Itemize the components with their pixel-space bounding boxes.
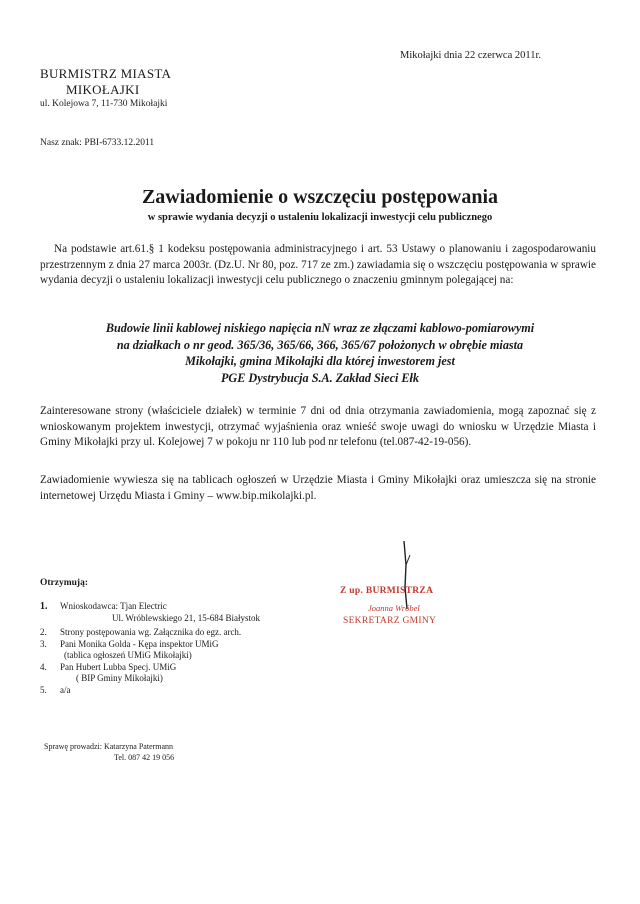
list-item-number: 4. xyxy=(40,661,47,672)
case-handler-name: Sprawę prowadzi: Katarzyna Patermann xyxy=(44,742,174,751)
investment-line: na działkach o nr geod. 365/36, 365/66, 366, 365/67 położonych w obrębie miasta xyxy=(116,337,524,352)
list-item-text: Wnioskodawca: Tjan Electric xyxy=(60,601,167,611)
list-item xyxy=(40,601,260,624)
body-paragraph-2: Zainteresowane strony (właściciele działek) w terminie 7 dni od dnia otrzymania zawiadomienia, mogą zapoznać się z wnioskowanym projektem inwestycji, otrzymać wyjaśnienia oraz wnieść swoje uwagi do wniosku w Urzędzie Miasta i Gminy Mikołajki przy ul. Kolejowej 7 w pokoju nr 110 lub pod nr telefonu (tel.087-42-19-056). xyxy=(40,405,596,448)
list-item xyxy=(40,627,260,639)
list-item-text: Strony postępowania wg. Załącznika do egz. arch. xyxy=(60,627,242,637)
list-item xyxy=(40,685,260,697)
recipients-heading: Otrzymują: xyxy=(40,578,89,588)
issuer-address: ul. Kolejowa 7, 11-730 Mikołajki xyxy=(40,99,168,109)
list-item-text: ( BIP Gminy Mikołajki) xyxy=(76,673,163,683)
reference-number: Nasz znak: PBI-6733.12.2011 xyxy=(40,138,155,148)
investment-line: Budowie linii kablowej niskiego napięcia nN wraz ze złączami kablowo-pomiarowymi xyxy=(105,321,535,335)
case-handler-info xyxy=(44,741,174,763)
investment-line: PGE Dystrybucja S.A. Zakład Sieci Ełk xyxy=(220,370,420,385)
stamp-line2: Joanna Wróbel xyxy=(368,603,420,613)
recipients-list xyxy=(40,601,260,696)
list-item-number: 3. xyxy=(40,638,47,649)
document-subtitle: w sprawie wydania decyzji o ustaleniu lokalizacji inwestycji celu publicznego xyxy=(147,212,493,223)
investment-description xyxy=(30,320,610,386)
list-item xyxy=(40,639,260,662)
list-item-text: a/a xyxy=(60,684,71,695)
issuer-title-line2: MIKOŁAJKI xyxy=(66,82,140,97)
document-title: Zawiadomienie o wszczęciu postępowania xyxy=(141,186,499,208)
list-item-text: Ul. Wróblewskiego 21, 15-684 Białystok xyxy=(112,612,260,623)
body-paragraph-3: Zawiadomienie wywiesza się na tablicach ogłoszeń w Urzędzie Miasta i Gminy Mikołajki oraz umieszcza się na stronie internetowej Urzędu Miasta i Gminy – www.bip.mikolajki.pl. xyxy=(40,474,596,502)
list-item-text: Pani Monika Golda - Kępa inspektor UMiG xyxy=(60,638,219,649)
list-item-number: 1. xyxy=(40,601,48,612)
list-item-text: Pan Hubert Lubba Specj. UMiG xyxy=(60,661,177,672)
official-stamp xyxy=(330,582,490,642)
investment-line: Mikołajki, gmina Mikołajki dla której inwestorem jest xyxy=(185,354,455,368)
list-item-number: 5. xyxy=(40,684,47,695)
case-handler-phone: Tel. 087 42 19 056 xyxy=(114,753,175,762)
issuer-title-line1: BURMISTRZ MIASTA xyxy=(40,66,172,81)
document-date: Mikołajki dnia 22 czerwca 2011r. xyxy=(400,50,542,61)
list-item xyxy=(40,662,260,685)
list-item-number: 2. xyxy=(40,627,47,637)
stamp-line1: Z up. BURMISTRZA xyxy=(340,586,434,596)
list-item-text: (tablica ogłoszeń UMiG Mikołajki) xyxy=(64,650,192,660)
body-paragraph-1: Na podstawie art.61.§ 1 kodeksu postępowania administracyjnego i art. 53 Ustawy o planowaniu i zagospodarowaniu przestrzennym z dnia 27 marca 2003r. (Dz.U. Nr 80, poz. 717 ze zm.) zawiadamia się o wszczęciu postępowania w sprawie wydania decyzji o ustaleniu lokalizacji inwestycji celu publicznego o znaczeniu gminnym polegającej na: xyxy=(40,243,596,286)
stamp-line3: SEKRETARZ GMINY xyxy=(343,616,437,626)
